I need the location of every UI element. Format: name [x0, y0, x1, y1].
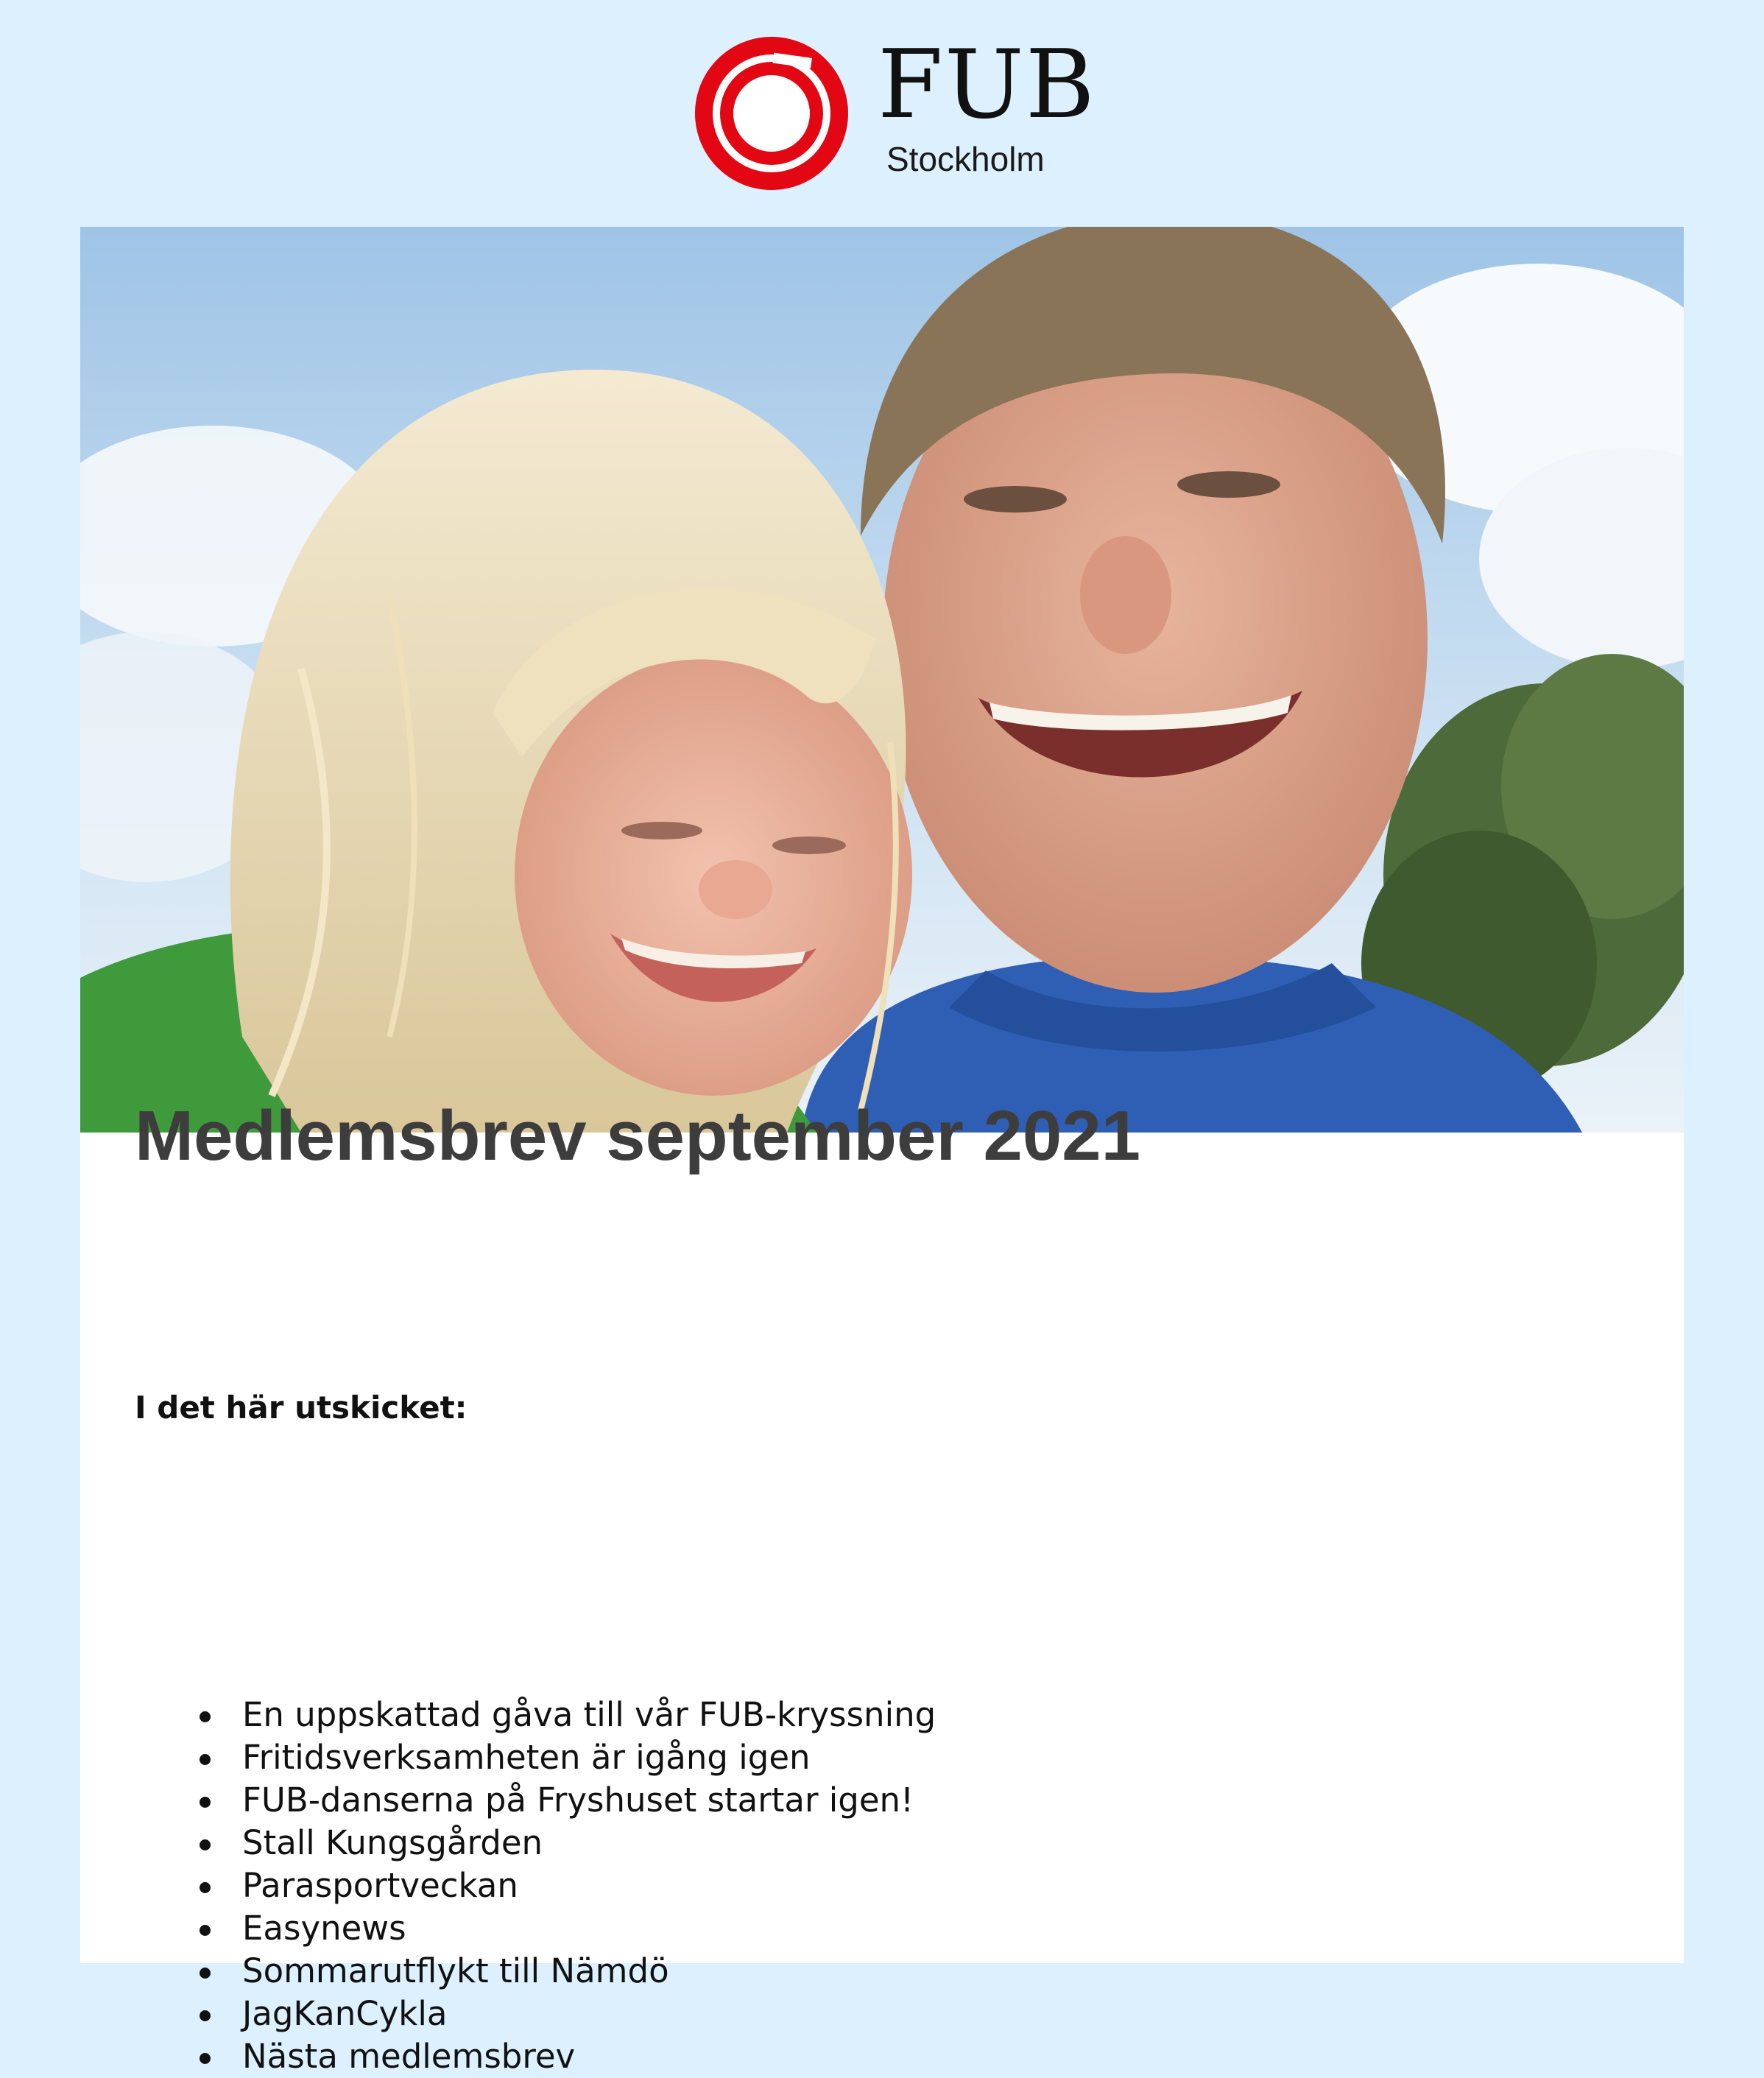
list-item: JagKanCykla — [242, 1993, 936, 2035]
fub-ring-logo-icon — [689, 31, 854, 196]
list-item: Sommarutflykt till Nämdö — [242, 1950, 936, 1993]
list-item: Easynews — [242, 1907, 936, 1950]
list-item: Nästa medlemsbrev — [242, 2035, 936, 2078]
list-item: En uppskattad gåva till vår FUB-kryssning — [242, 1694, 936, 1736]
newsletter-card — [80, 227, 1684, 2076]
logo-city: Stockholm — [886, 140, 1045, 178]
list-item: Stall Kungsgården — [242, 1822, 936, 1864]
newsletter-title: Medlemsbrev september 2021 — [135, 1096, 1141, 1175]
intro-text: I det här utskicket: — [135, 1390, 468, 1426]
hero-image[interactable] — [80, 227, 1684, 1133]
list-item: Parasportveckan — [242, 1864, 936, 1907]
logo-wordmark: FUB — [878, 30, 1096, 140]
list-item: Fritidsverksamheten är igång igen — [242, 1736, 936, 1779]
header — [0, 0, 1764, 227]
list-item: FUB-danserna på Fryshuset startar igen! — [242, 1779, 936, 1822]
fub-logo-link[interactable] — [689, 30, 1096, 196]
hero-photo-illustration — [80, 227, 1684, 1133]
table-of-contents — [242, 1694, 936, 2078]
